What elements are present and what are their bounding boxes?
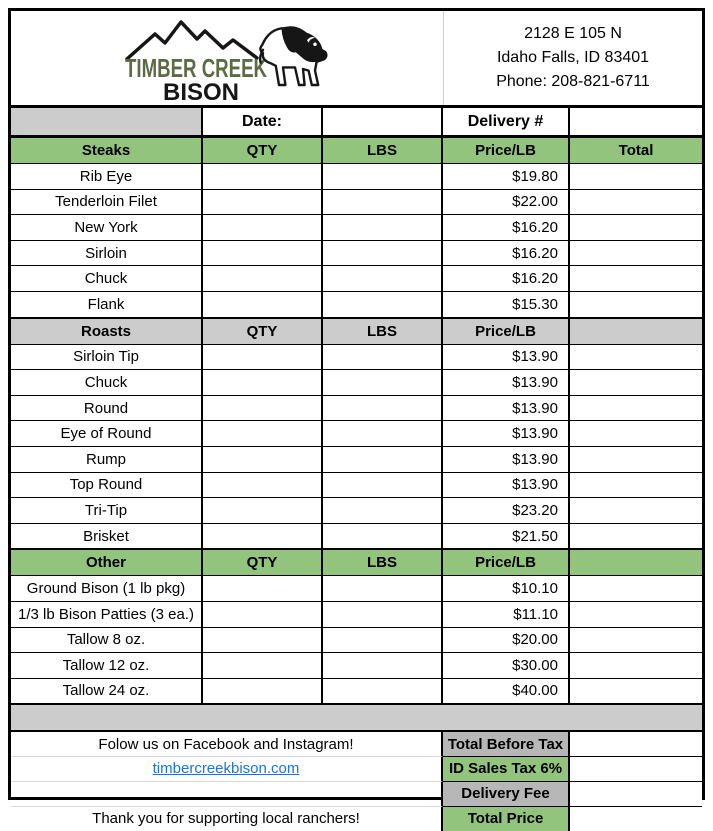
item-row bbox=[11, 628, 702, 654]
sales-tax-value-cell[interactable] bbox=[570, 757, 702, 782]
item-row bbox=[11, 653, 702, 679]
lbs-cell[interactable] bbox=[323, 345, 443, 370]
lbs-cell[interactable] bbox=[323, 266, 443, 291]
section-header-other bbox=[11, 549, 702, 576]
qty-cell[interactable] bbox=[203, 190, 323, 215]
qty-cell[interactable] bbox=[203, 241, 323, 266]
item-row bbox=[11, 241, 702, 267]
price-per-lb-cell: $23.20 bbox=[443, 498, 570, 523]
qty-cell[interactable] bbox=[203, 421, 323, 446]
lbs-cell[interactable] bbox=[323, 241, 443, 266]
price-column-header: Price/LB bbox=[443, 319, 570, 344]
item-name: Eye of Round bbox=[11, 421, 203, 446]
qty-cell[interactable] bbox=[203, 602, 323, 627]
item-name: Round bbox=[11, 396, 203, 421]
total-cell[interactable] bbox=[570, 266, 702, 291]
item-row bbox=[11, 345, 702, 371]
item-row bbox=[11, 164, 702, 190]
price-per-lb-cell: $16.20 bbox=[443, 215, 570, 240]
total-cell[interactable] bbox=[570, 241, 702, 266]
price-per-lb-cell: $11.10 bbox=[443, 602, 570, 627]
price-per-lb-cell: $13.90 bbox=[443, 370, 570, 395]
total-cell[interactable] bbox=[570, 421, 702, 446]
qty-cell[interactable] bbox=[203, 396, 323, 421]
price-per-lb-cell: $16.20 bbox=[443, 241, 570, 266]
lbs-cell[interactable] bbox=[323, 653, 443, 678]
item-name: Ground Bison (1 lb pkg) bbox=[11, 576, 203, 601]
lbs-cell[interactable] bbox=[323, 164, 443, 189]
lbs-cell[interactable] bbox=[323, 602, 443, 627]
item-row bbox=[11, 370, 702, 396]
total-cell[interactable] bbox=[570, 164, 702, 189]
total-cell[interactable] bbox=[570, 447, 702, 472]
item-name: Tenderloin Filet bbox=[11, 190, 203, 215]
price-per-lb-cell: $13.90 bbox=[443, 345, 570, 370]
total-column-header: Total bbox=[618, 142, 654, 159]
address-line1: 2128 E 105 N bbox=[524, 25, 622, 42]
bison-icon bbox=[260, 27, 326, 85]
lbs-cell[interactable] bbox=[323, 215, 443, 240]
qty-cell[interactable] bbox=[203, 370, 323, 395]
footer-row-website bbox=[11, 757, 702, 782]
item-row bbox=[11, 266, 702, 292]
qty-cell[interactable] bbox=[203, 447, 323, 472]
total-before-tax-value-cell[interactable] bbox=[570, 732, 702, 757]
item-name: Flank bbox=[11, 292, 203, 317]
total-price-value-cell[interactable] bbox=[570, 807, 702, 831]
address-line3: Phone: 208-821-6711 bbox=[496, 73, 650, 90]
social-text: Folow us on Facebook and Instagram! bbox=[11, 732, 443, 757]
total-before-tax-label: Total Before Tax bbox=[443, 732, 570, 757]
spacer-row bbox=[11, 704, 702, 732]
price-per-lb-cell: $40.00 bbox=[443, 679, 570, 704]
total-column-header bbox=[570, 319, 702, 344]
address-line2: Idaho Falls, ID 83401 bbox=[496, 49, 650, 66]
qty-cell[interactable] bbox=[203, 473, 323, 498]
total-cell[interactable] bbox=[570, 292, 702, 317]
delivery-fee-value-cell[interactable] bbox=[570, 782, 702, 807]
price-per-lb-cell: $19.80 bbox=[443, 164, 570, 189]
total-cell[interactable] bbox=[570, 370, 702, 395]
total-cell[interactable] bbox=[570, 215, 702, 240]
lbs-cell[interactable] bbox=[323, 292, 443, 317]
price-per-lb-cell: $21.50 bbox=[443, 524, 570, 549]
footer-row-social bbox=[11, 732, 702, 757]
company-logo bbox=[11, 11, 443, 105]
lbs-column-header: LBS bbox=[323, 319, 443, 344]
qty-column-header: QTY bbox=[203, 550, 323, 575]
item-name: 1/3 lb Bison Patties (3 ea.) bbox=[11, 602, 203, 627]
price-per-lb-cell: $13.90 bbox=[443, 447, 570, 472]
date-label: Date: bbox=[203, 108, 323, 135]
qty-cell[interactable] bbox=[203, 292, 323, 317]
price-per-lb-cell: $30.00 bbox=[443, 653, 570, 678]
total-cell[interactable] bbox=[570, 473, 702, 498]
item-row bbox=[11, 190, 702, 216]
lbs-cell[interactable] bbox=[323, 524, 443, 549]
lbs-cell[interactable] bbox=[323, 447, 443, 472]
price-per-lb-cell: $13.90 bbox=[443, 396, 570, 421]
lbs-cell[interactable] bbox=[323, 370, 443, 395]
qty-cell[interactable] bbox=[203, 628, 323, 653]
svg-text:TIMBER CREEK: TIMBER CREEK bbox=[125, 53, 268, 83]
qty-column-header: QTY bbox=[203, 319, 323, 344]
total-cell[interactable] bbox=[570, 190, 702, 215]
lbs-column-header: LBS bbox=[323, 138, 443, 163]
item-name: New York bbox=[11, 215, 203, 240]
delivery-number-label: Delivery # bbox=[443, 108, 570, 135]
qty-cell[interactable] bbox=[203, 498, 323, 523]
order-form-sheet bbox=[8, 8, 705, 828]
price-per-lb-cell: $15.30 bbox=[443, 292, 570, 317]
item-row bbox=[11, 215, 702, 241]
lbs-cell[interactable] bbox=[323, 576, 443, 601]
empty-footer-cell bbox=[11, 782, 443, 807]
sales-tax-label: ID Sales Tax 6% bbox=[443, 757, 570, 782]
total-column-header bbox=[570, 550, 702, 575]
item-name: Brisket bbox=[11, 524, 203, 549]
item-name: Chuck bbox=[11, 370, 203, 395]
section-title: Roasts bbox=[11, 319, 203, 344]
delivery-fee-label: Delivery Fee bbox=[443, 782, 570, 807]
qty-cell[interactable] bbox=[203, 266, 323, 291]
item-row bbox=[11, 447, 702, 473]
total-cell[interactable] bbox=[570, 498, 702, 523]
date-delivery-row bbox=[11, 108, 702, 137]
thanks-text: Thank you for supporting local ranchers! bbox=[11, 807, 443, 831]
item-row bbox=[11, 576, 702, 602]
qty-column-header: QTY bbox=[203, 138, 323, 163]
item-name: Top Round bbox=[11, 473, 203, 498]
item-name: Chuck bbox=[11, 266, 203, 291]
total-cell[interactable] bbox=[570, 576, 702, 601]
section-header-roasts bbox=[11, 318, 702, 345]
item-name: Sirloin bbox=[11, 241, 203, 266]
qty-cell[interactable] bbox=[203, 653, 323, 678]
qty-cell[interactable] bbox=[203, 345, 323, 370]
lbs-column-header: LBS bbox=[323, 550, 443, 575]
total-cell[interactable] bbox=[570, 524, 702, 549]
price-per-lb-cell: $10.10 bbox=[443, 576, 570, 601]
lbs-cell[interactable] bbox=[323, 190, 443, 215]
item-row bbox=[11, 524, 702, 550]
total-cell[interactable] bbox=[570, 396, 702, 421]
item-name: Rib Eye bbox=[11, 164, 203, 189]
lbs-cell[interactable] bbox=[323, 628, 443, 653]
price-column-header: Price/LB bbox=[443, 550, 570, 575]
qty-cell[interactable] bbox=[203, 164, 323, 189]
price-per-lb-cell: $13.90 bbox=[443, 421, 570, 446]
price-per-lb-cell: $16.20 bbox=[443, 266, 570, 291]
qty-cell[interactable] bbox=[203, 679, 323, 704]
website-cell bbox=[11, 757, 443, 782]
empty-corner-cell bbox=[11, 108, 203, 135]
qty-cell[interactable] bbox=[203, 576, 323, 601]
svg-text:BISON: BISON bbox=[163, 79, 239, 106]
item-row bbox=[11, 292, 702, 318]
lbs-cell[interactable] bbox=[323, 396, 443, 421]
total-cell[interactable] bbox=[570, 628, 702, 653]
item-name: Tallow 8 oz. bbox=[11, 628, 203, 653]
section-header-steaks bbox=[11, 137, 702, 164]
delivery-number-value-cell[interactable] bbox=[570, 108, 702, 135]
price-column-header: Price/LB bbox=[443, 138, 570, 163]
section-title: Other bbox=[11, 550, 203, 575]
footer-row-delivery-fee bbox=[11, 782, 702, 807]
qty-cell[interactable] bbox=[203, 524, 323, 549]
footer-row-total-price bbox=[11, 807, 702, 831]
price-per-lb-cell: $13.90 bbox=[443, 473, 570, 498]
item-row bbox=[11, 679, 702, 705]
item-row bbox=[11, 602, 702, 628]
date-value-cell[interactable] bbox=[323, 108, 443, 135]
total-cell[interactable] bbox=[570, 679, 702, 704]
qty-cell[interactable] bbox=[203, 215, 323, 240]
price-per-lb-cell: $20.00 bbox=[443, 628, 570, 653]
price-per-lb-cell: $22.00 bbox=[443, 190, 570, 215]
item-row bbox=[11, 473, 702, 499]
form-header bbox=[11, 11, 702, 108]
total-cell[interactable] bbox=[570, 602, 702, 627]
item-name: Sirloin Tip bbox=[11, 345, 203, 370]
lbs-cell[interactable] bbox=[323, 679, 443, 704]
item-name: Tallow 12 oz. bbox=[11, 653, 203, 678]
item-row bbox=[11, 421, 702, 447]
company-address bbox=[443, 11, 702, 105]
item-name: Tri-Tip bbox=[11, 498, 203, 523]
total-price-label: Total Price bbox=[443, 807, 570, 831]
item-name: Tallow 24 oz. bbox=[11, 679, 203, 704]
logo-graphic bbox=[121, 12, 333, 104]
item-name: Rump bbox=[11, 447, 203, 472]
website-link[interactable]: timbercreekbison.com bbox=[152, 760, 300, 778]
total-cell[interactable] bbox=[570, 653, 702, 678]
section-title: Steaks bbox=[11, 138, 203, 163]
item-row bbox=[11, 396, 702, 422]
lbs-cell[interactable] bbox=[323, 498, 443, 523]
lbs-cell[interactable] bbox=[323, 421, 443, 446]
total-cell[interactable] bbox=[570, 345, 702, 370]
item-row bbox=[11, 498, 702, 524]
lbs-cell[interactable] bbox=[323, 473, 443, 498]
